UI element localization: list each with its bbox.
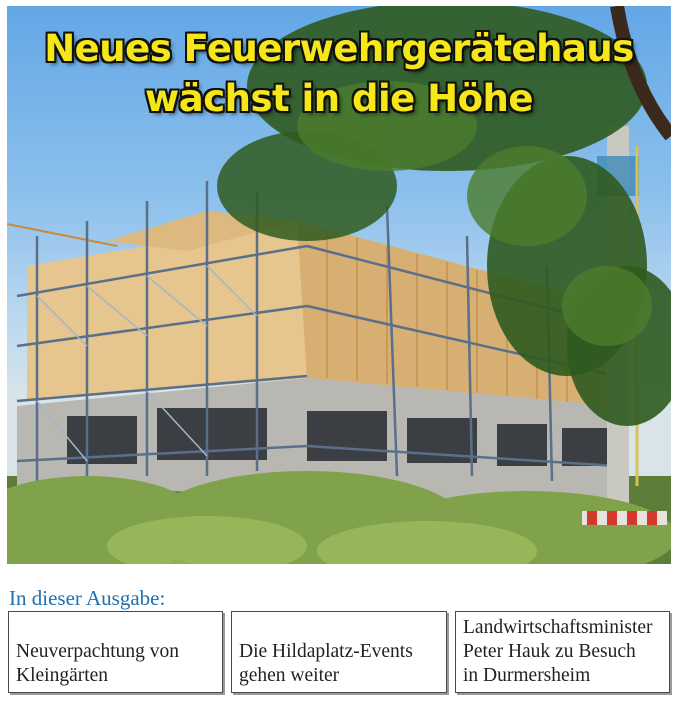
teaser-text: Neuverpachtung von Kleingärten (16, 641, 179, 686)
teaser-hildaplatz[interactable] (231, 611, 447, 693)
teaser-minister-visit[interactable] (455, 611, 670, 693)
in-this-issue-label: In dieser Ausgabe: (9, 586, 166, 610)
teaser-text: Landwirtschaftsminister Peter Hauk zu Besuch in Durmersheim (463, 617, 653, 686)
headline-line-2: wächst in die Höhe (145, 77, 533, 120)
teaser-kleingaerten[interactable] (8, 611, 223, 693)
teaser-row (8, 611, 672, 695)
headline-line-1: Neues Feuerwehrgerätehaus (44, 27, 634, 70)
teaser-text: Die Hildaplatz-Events gehen weiter (239, 641, 413, 686)
headline (7, 24, 671, 124)
hero-photo (7, 6, 671, 564)
